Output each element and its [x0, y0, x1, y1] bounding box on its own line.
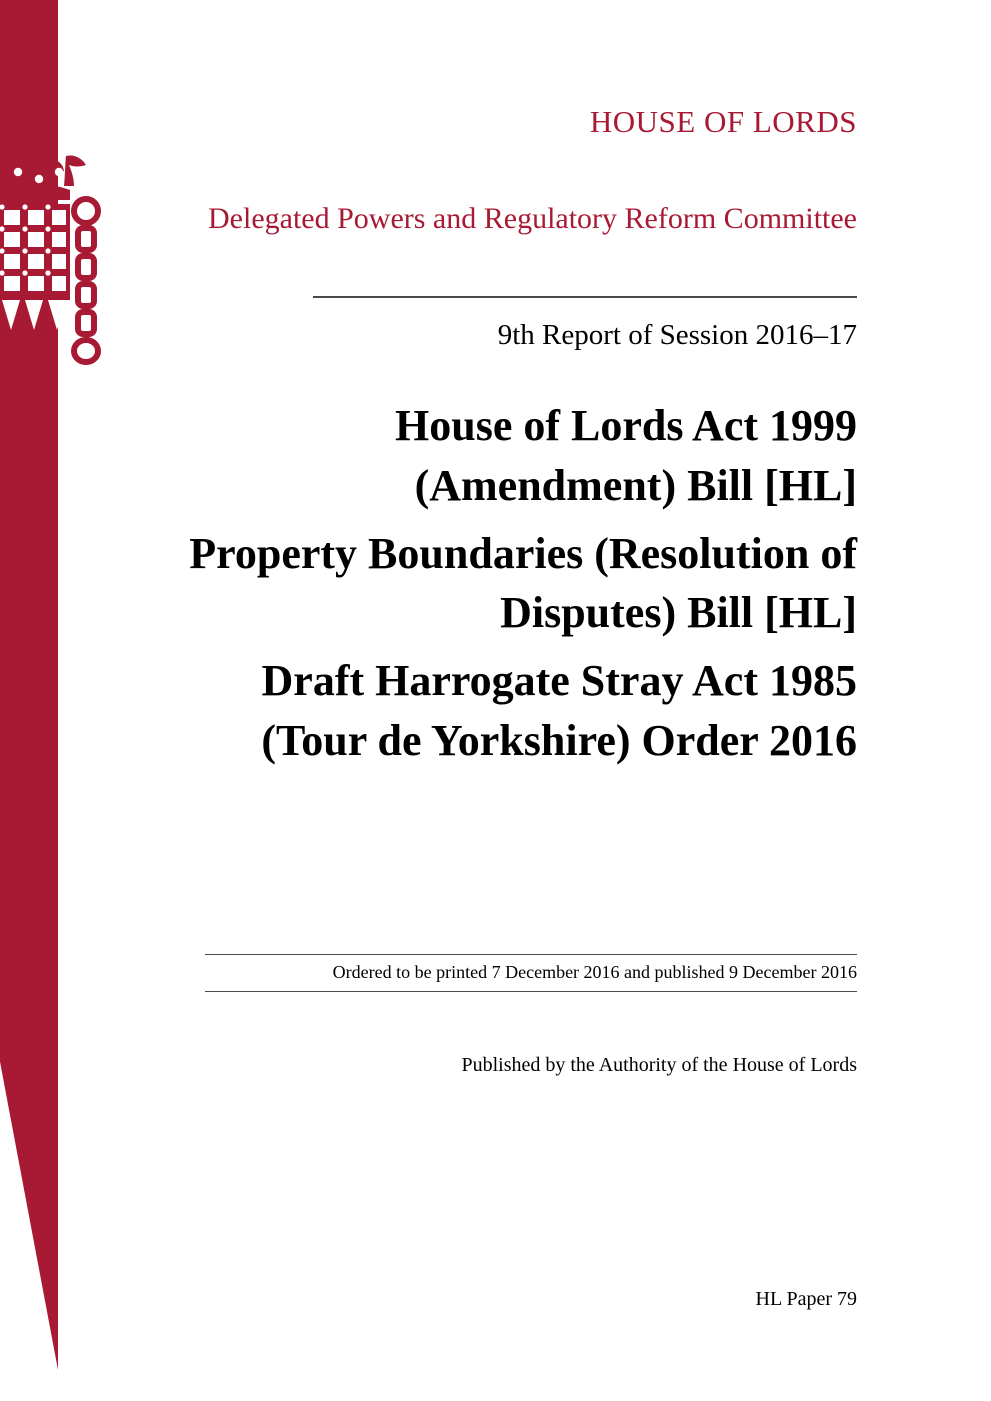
ordered-printed-line: Ordered to be printed 7 December 2016 and published 9 December 2016	[332, 962, 857, 982]
portcullis-crest-icon	[0, 138, 104, 383]
report-titles	[150, 396, 857, 771]
divider-rule-above-ordered	[205, 954, 857, 955]
report-title: Property Boundaries (Resolution of Disputes) Bill [HL]	[189, 528, 857, 638]
published-by-line: Published by the Authority of the House of Lords	[461, 1054, 857, 1076]
session-line: 9th Report of Session 2016–17	[497, 319, 857, 351]
house-of-lords-heading: HOUSE OF LORDS	[589, 104, 857, 139]
divider-rule-top	[313, 296, 857, 298]
report-title: Draft Harrogate Stray Act 1985 (Tour de Yorkshire) Order 2016	[261, 656, 857, 766]
paper-number: HL Paper 79	[755, 1288, 857, 1310]
report-title: House of Lords Act 1999 (Amendment) Bill [HL]	[395, 401, 857, 510]
committee-name: Delegated Powers and Regulatory Reform Committee	[208, 202, 857, 235]
divider-rule-below-ordered	[205, 991, 857, 992]
